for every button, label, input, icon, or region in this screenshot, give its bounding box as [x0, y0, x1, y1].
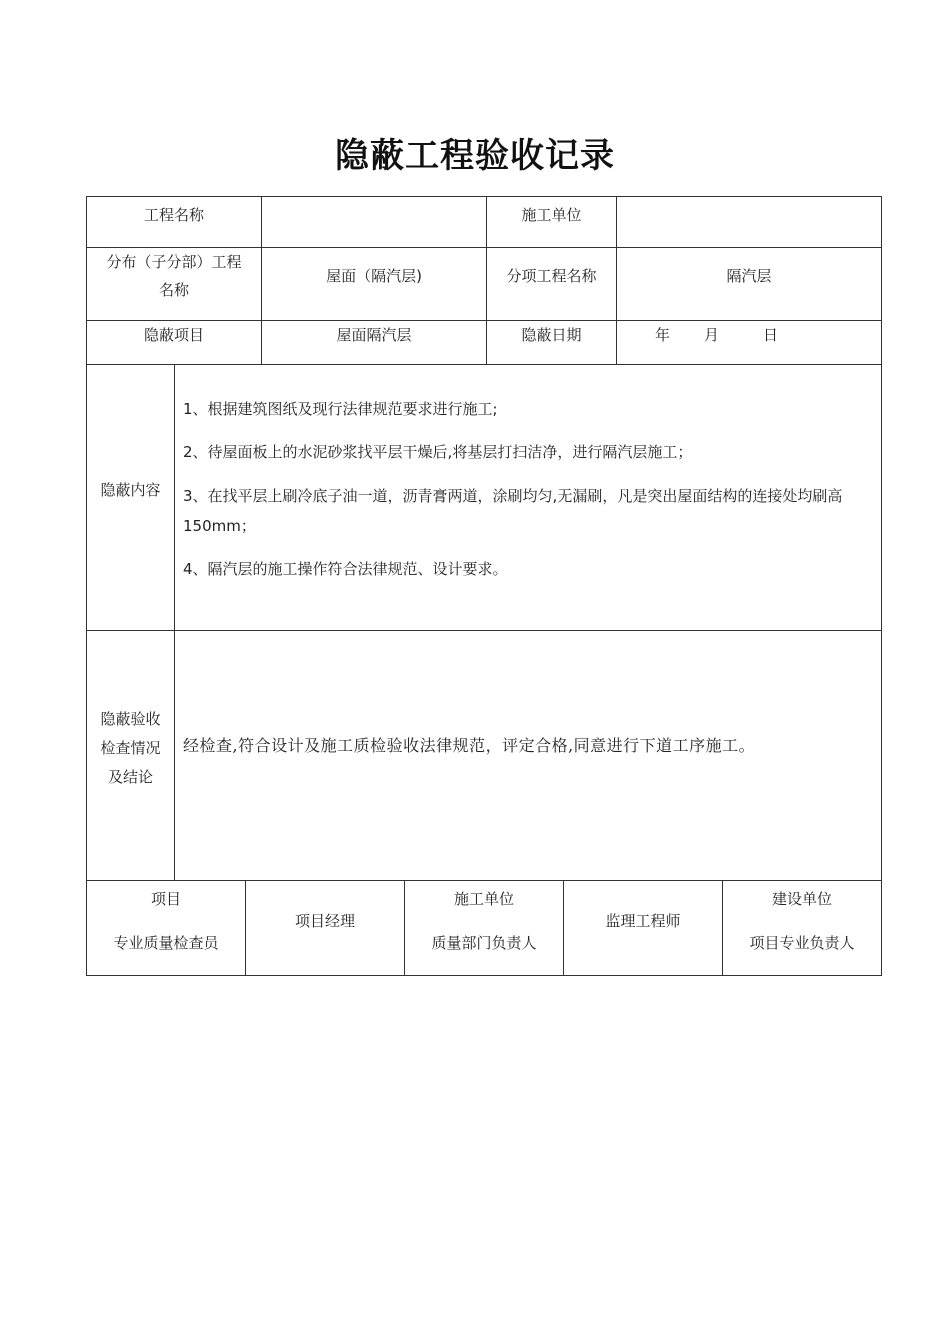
sign-col3-line2: 质量部门负责人 — [431, 934, 537, 952]
inspection-conclusion: 经检查,符合设计及施工质检验收法律规范，评定合格,同意进行下道工序施工。 — [183, 736, 756, 755]
hidden-item-label: 隐蔽项目 — [143, 326, 204, 344]
col-divider — [174, 364, 175, 880]
row-divider — [86, 364, 882, 365]
hidden-date-label: 隐蔽日期 — [521, 326, 582, 344]
sign-project-manager: 项目经理 — [294, 912, 355, 930]
subdivision-label-line1: 分布（子分部）工程 — [106, 253, 242, 271]
content-label: 隐蔽内容 — [100, 481, 161, 499]
date-month: 月 — [704, 326, 720, 344]
sign-col1-line1: 项目 — [150, 890, 181, 908]
hidden-date-value[interactable] — [617, 321, 881, 349]
record-table — [86, 196, 882, 976]
inspection-label-line1: 隐蔽验收 — [100, 710, 161, 728]
row-divider — [86, 630, 882, 631]
content-item-4: 4、隔汽层的施工操作符合法律规范、设计要求。 — [183, 560, 508, 578]
project-name-label: 工程名称 — [143, 206, 204, 224]
hidden-item-value: 屋面隔汽层 — [336, 326, 412, 344]
sign-col3-line1: 施工单位 — [453, 890, 514, 908]
inspection-label — [87, 631, 174, 866]
item-name-label: 分项工程名称 — [506, 267, 597, 285]
subdivision-value: 屋面（隔汽层) — [326, 267, 422, 285]
sign-owner-lead — [723, 881, 881, 961]
sign-col5-line1: 建设单位 — [771, 890, 832, 908]
contractor-value[interactable] — [617, 197, 881, 247]
contractor-label: 施工单位 — [521, 206, 582, 224]
date-day: 日 — [763, 326, 779, 344]
sign-col5-line2: 项目专业负责人 — [749, 934, 855, 952]
content-item-2: 2、待屋面板上的水泥砂浆找平层干燥后,将基层打扫洁净，进行隔汽层施工； — [183, 443, 693, 461]
project-name-value[interactable] — [262, 197, 486, 247]
sign-col1-line2: 专业质量检查员 — [113, 934, 219, 952]
inspection-label-line2: 检查情况 — [100, 739, 161, 757]
subdivision-label — [87, 248, 261, 304]
date-year: 年 — [655, 326, 671, 344]
page-title: 隐蔽工程验收记录 — [335, 136, 615, 176]
content-item-1: 1、根据建筑图纸及现行法律规范要求进行施工; — [183, 400, 498, 418]
content-item-3: 3、在找平层上刷冷底子油一道，沥青膏两道，涂刷均匀,无漏刷，凡是突出屋面结构的连接处均刷高 150mm； — [183, 487, 843, 535]
sign-quality-inspector — [87, 881, 245, 961]
item-name-value: 隔汽层 — [726, 267, 772, 285]
subdivision-label-line2: 名称 — [158, 281, 189, 299]
sign-supervisor: 监理工程师 — [605, 912, 681, 930]
sign-contractor-quality — [405, 881, 563, 961]
inspection-label-line3: 及结论 — [107, 768, 153, 786]
